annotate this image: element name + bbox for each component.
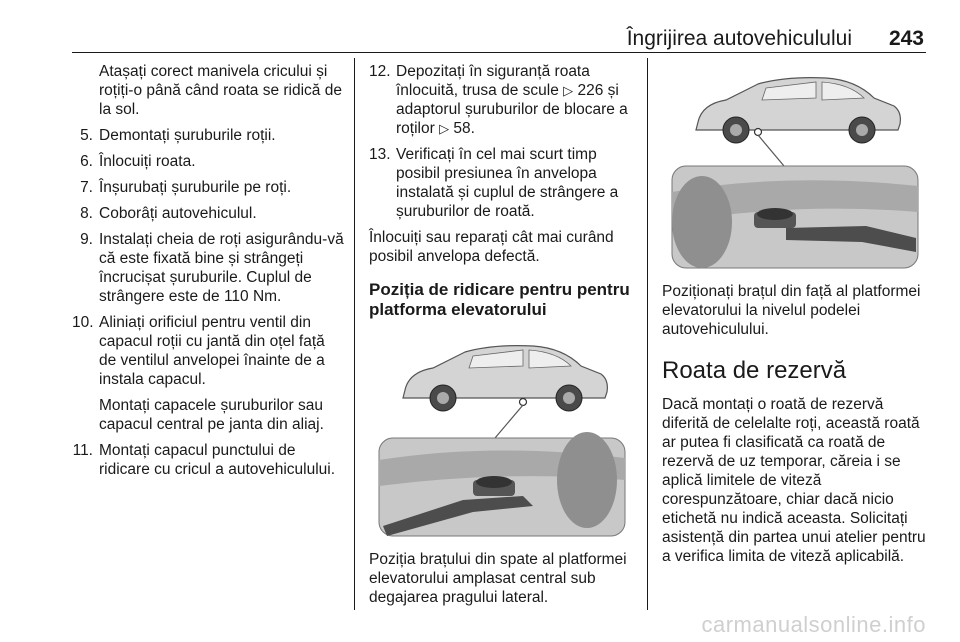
list-item: 9. Instalați cheia de roți asigurându-vă că este fixată bine și strângeți încrucișat șuruburile. Cuplul de strângere este de 110 Nm. [80, 231, 344, 305]
figure-caption: Poziția brațului din spate al platformei elevatorului amplasat central sub degajarea pragului lateral. [369, 551, 627, 606]
list-item: 8. Coborâți autovehiculul. [80, 205, 257, 222]
section-heading: Roata de rezervă [662, 357, 847, 384]
page-reference[interactable]: 226 [577, 82, 604, 99]
figure-caption: Poziționați brațul din față al platformei elevatorului la nivelul podelei autovehiculului. [662, 283, 921, 338]
steps-list [72, 126, 344, 479]
column-divider-1 [354, 58, 355, 610]
page-number: 243 [888, 27, 924, 50]
column-1 [72, 62, 344, 486]
list-item: 6. Înlocuiți roata. [80, 153, 196, 170]
rear-lift-arm-illustration-svg [373, 330, 631, 540]
xref-icon: ▷ [563, 83, 574, 98]
header-title: Îngrijirea autovehiculului [626, 27, 852, 50]
list-item: 7. Înșurubați șuruburile pe roți. [80, 179, 292, 196]
list-item: 13. Verificați în cel mai scurt timp posibil presiunea în anvelopa instalată și cuplul de strângere a șuruburilor de roată. [369, 146, 619, 220]
front-lift-arm-illustration-svg [666, 62, 924, 272]
list-item: 11. Montați capacul punctului de ridicare cu cricul a autovehiculului. [72, 442, 336, 478]
list-item-extra: Montați capacele șuruburilor sau capacul central pe janta din aliaj. [99, 397, 324, 433]
rear-lift-arm-illustration [373, 330, 631, 540]
paragraph: Dacă montați o roată de rezervă diferită de celelalte roți, această roată ar putea fi clasificată ca roată de rezervă de uz temporar, căreia i se aplică limitele de viteză corespunzătoare, chiar dacă nicio etichetă nu indică aceasta. Solicitați asistență din partea unui atelier pentru a verifica limita de viteză aplicabilă. [662, 396, 926, 565]
watermark: carmanualsonline.info [701, 612, 926, 637]
xref-icon: ▷ [439, 121, 450, 136]
steps-list-continued [369, 62, 637, 221]
section-heading: Poziția de ridicare pentru pentru platforma elevatorului [369, 280, 630, 319]
column-divider-2 [647, 58, 648, 610]
list-item: 5. Demontați șuruburile roții. [80, 127, 276, 144]
list-item: 12. Depozitați în siguranță roata înlocuită, trusa de scule ▷ 226 și adaptorul șuruburilor de blocare a roților ▷ 58. [369, 63, 628, 137]
list-item: 10. Aliniați orificiul pentru ventil din capacul roții cu jantă din oțel față de ventilul anvelopei înainte de a instala capacul. Montați capacele șuruburilor sau capacul central pe janta din aliaj. [72, 313, 344, 434]
front-lift-arm-illustration [666, 62, 924, 272]
paragraph: Înlocuiți sau reparați cât mai curând posibil anvelopa defectă. [369, 229, 614, 265]
column-3 [662, 62, 928, 573]
header-rule [72, 52, 926, 53]
continued-step-text: Atașați corect manivela cricului și roțiți-o până când roata se ridică de la sol. [99, 63, 342, 118]
column-2 [369, 62, 637, 614]
page-reference[interactable]: 58. [453, 120, 475, 137]
